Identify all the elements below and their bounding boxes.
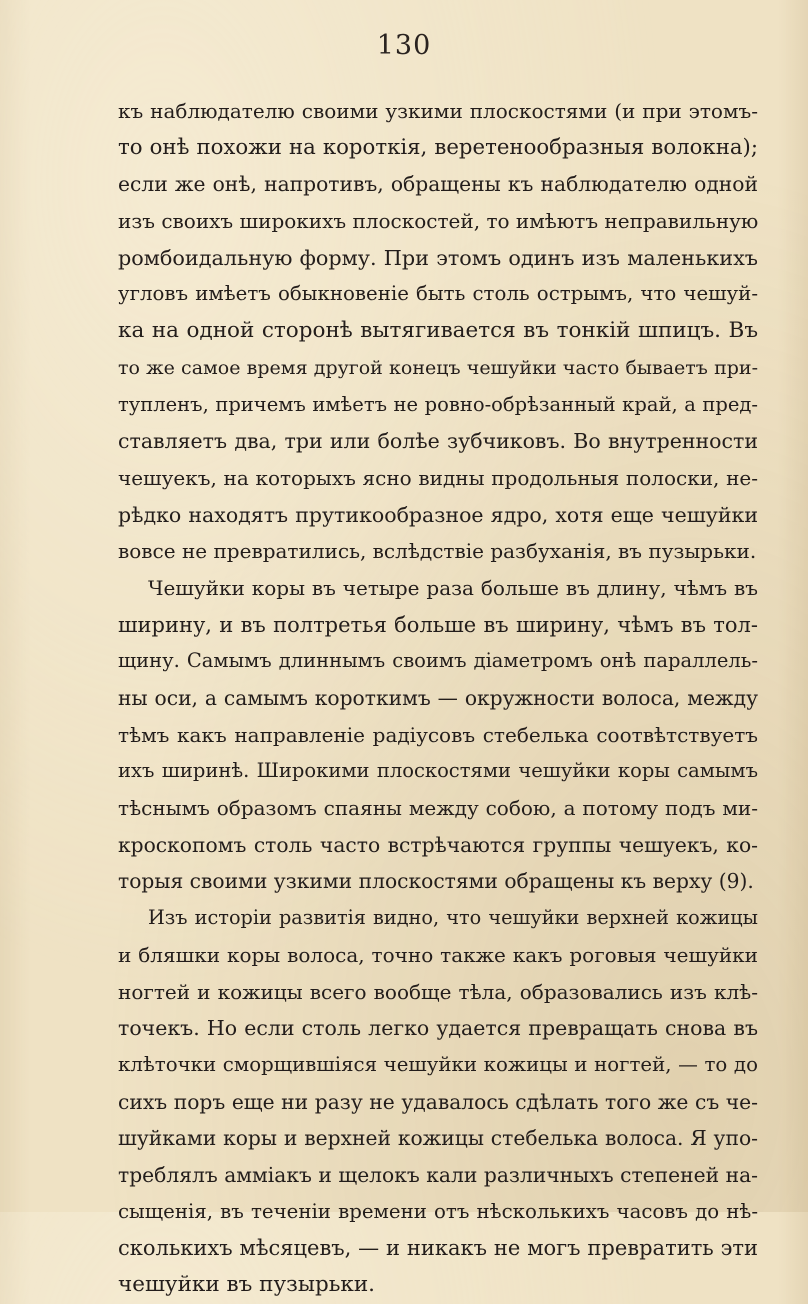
text-line: щину. Самымъ длиннымъ своимъ діаметромъ онѣ параллель- [118,649,758,673]
text-line: тѣмъ какъ направленіе радіусовъ стебелька соотвѣтствуетъ [118,722,758,747]
text-line: если же онѣ, напротивъ, обращены къ наблюдателю одной [118,172,758,197]
text-line: тѣснымъ образомъ спаяны между собою, а потому подъ ми- [118,796,758,821]
text-line: сколькихъ мѣсяцевъ, — и никакъ не могъ превратить эти [118,1236,758,1261]
text-line: вовсе не превратились, вслѣдствіе разбуханія, въ пузырьки. [118,539,757,564]
text-line: сихъ поръ еще ни разу не удавалось сдѣлать того же съ че- [118,1089,758,1114]
text-line: къ наблюдателю своими узкими плоскостями (и при этомъ- [118,99,758,123]
text-line: сыщенія, въ теченіи времени отъ нѣсколькихъ часовъ до нѣ- [118,1199,758,1223]
text-line: точекъ. Но если столь легко удается превращать снова въ [118,1016,758,1041]
text-line: ка на одной сторонѣ вытягивается въ тонкій шпицъ. Въ [118,318,758,344]
text-line: тупленъ, причемъ имѣетъ не ровно-обрѣзанный край, а пред- [118,392,758,416]
text-line: ставляетъ два, три или болѣе зубчиковъ. Во внутренности [118,429,758,454]
text-line: ногтей и кожицы всего вообще тѣла, образовались изъ клѣ- [118,979,758,1004]
text-line: Изъ исторіи развитія видно, что чешуйки верхней кожицы [148,906,758,930]
text-line: треблялъ амміакъ и щелокъ кали различныхъ степеней на- [118,1162,758,1187]
body-text [118,93,758,1304]
text-line: и бляшки коры волоса, точно также какъ роговыя чешуйки [118,942,758,967]
text-line: изъ своихъ широкихъ плоскостей, то имѣютъ неправильную [118,209,759,234]
text-line: кроскопомъ столь часто встрѣчаются группы чешуекъ, ко- [118,832,758,857]
text-line: ромбоидальную форму. При этомъ одинъ изъ маленькихъ [118,245,758,270]
text-line: ны оси, а самымъ короткимъ — окружности волоса, между [118,686,758,710]
text-line: угловъ имѣетъ обыкновеніе быть столь острымъ, что чешуй- [118,282,758,306]
text-line: клѣточки сморщившіяся чешуйки кожицы и ногтей, — то до [118,1052,758,1076]
text-line: то же самое время другой конецъ чешуйки часто бываетъ при- [118,356,758,379]
text-line: чешуекъ, на которыхъ ясно видны продольныя полоски, не- [118,465,758,490]
text-line: шуйками коры и верхней кожицы стебелька волоса. Я упо- [118,1126,758,1151]
text-line: ихъ ширинѣ. Широкими плоскостями чешуйки коры самымъ [118,759,758,783]
text-line: торыя своими узкими плоскостями обращены къ верху (9). [118,869,754,894]
text-line: Чешуйки коры въ четыре раза больше въ длину, чѣмъ въ [148,575,758,600]
text-line: то онѣ похожи на короткія, веретенообразныя волокна); [118,134,758,160]
text-line: рѣдко находятъ прутикообразное ядро, хотя еще чешуйки [118,502,758,527]
page-number: 130 [376,30,432,61]
text-line: ширину, и въ полтретья больше въ ширину, чѣмъ въ тол- [118,612,758,637]
text-line: чешуйки въ пузырьки. [118,1272,376,1297]
